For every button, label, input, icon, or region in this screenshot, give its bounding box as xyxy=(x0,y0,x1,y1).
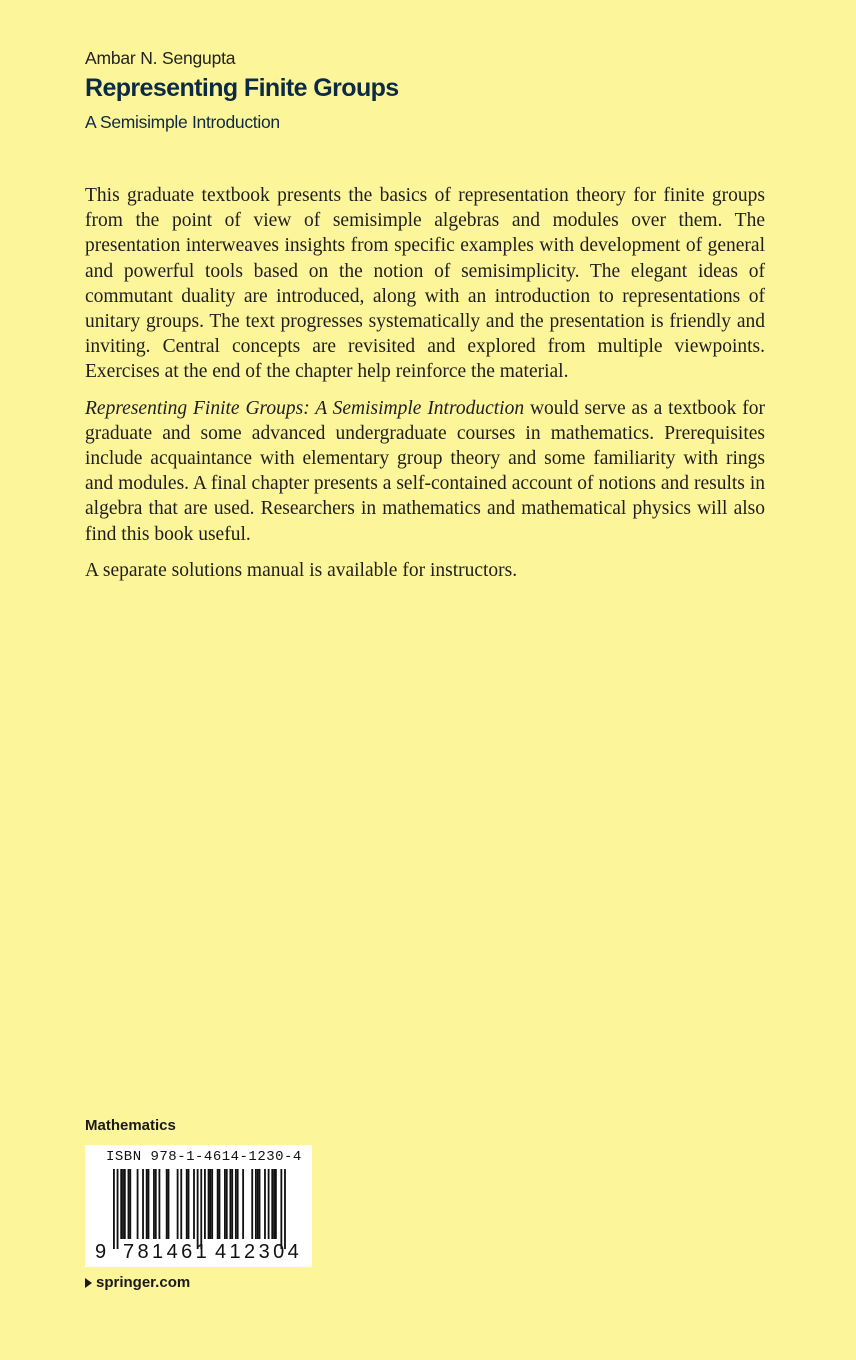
barcode-bar xyxy=(259,1169,261,1239)
publisher-website-label: springer.com xyxy=(96,1274,191,1291)
barcode-bar xyxy=(217,1169,219,1239)
barcode-bar xyxy=(168,1169,170,1239)
barcode-bar xyxy=(166,1169,168,1239)
author-name: Ambar N. Sengupta xyxy=(85,48,236,68)
barcode-bar xyxy=(231,1169,233,1239)
barcode-bar xyxy=(204,1169,206,1239)
barcode-bar xyxy=(268,1169,270,1239)
barcode-bar xyxy=(264,1169,266,1239)
barcode-bar xyxy=(219,1169,221,1239)
publisher-website[interactable] xyxy=(85,1274,190,1291)
barcode-bar xyxy=(251,1169,253,1239)
barcode-bar xyxy=(237,1169,239,1239)
ean-left-group: 781461 xyxy=(123,1241,211,1263)
barcode-bar xyxy=(142,1169,144,1239)
barcode-bar xyxy=(229,1169,231,1239)
barcode-bar xyxy=(224,1169,226,1239)
barcode-bar xyxy=(273,1169,275,1239)
barcode-bar xyxy=(235,1169,237,1239)
ean-digits xyxy=(85,1241,312,1265)
barcode-bar xyxy=(113,1169,115,1249)
barcode-bar xyxy=(257,1169,259,1239)
description-paragraph-3: A separate solutions manual is available for instructors. xyxy=(85,559,518,581)
barcode-bar xyxy=(197,1169,199,1249)
barcode-bar xyxy=(153,1169,155,1239)
barcode-bar xyxy=(242,1169,244,1239)
isbn-barcode xyxy=(85,1145,312,1267)
barcode-bar xyxy=(148,1169,150,1239)
barcode-bar xyxy=(188,1169,190,1239)
book-title: Representing Finite Groups xyxy=(85,74,399,102)
ean-first-digit: 9 xyxy=(95,1241,107,1263)
barcode-bar xyxy=(128,1169,130,1239)
barcode-bar xyxy=(226,1169,228,1239)
barcode-bar xyxy=(159,1169,161,1239)
description-paragraph-1: This graduate textbook presents the basics of representation theory for finite groups from the point of view of semisimple algebras and modules over them. The presentation interweaves insights from specific examples with development of general and powerful tools based on the notion of semisimplicity. The elegant ideas of commutant duality are introduced, along with an introduction to representations of unitary groups. The text progresses systematically and the presentation is friendly and inviting. Central concepts are revisited and explored from multiple viewpoints. Exercises at the end of the chapter help reinforce the material. xyxy=(85,185,765,383)
barcode-bar xyxy=(180,1169,182,1239)
barcode-bar xyxy=(124,1169,126,1239)
arrow-right-icon xyxy=(85,1278,92,1288)
isbn-label: ISBN 978-1-4614-1230-4 xyxy=(106,1149,302,1165)
book-title-italic: Representing Finite Groups: A Semisimple Introduction xyxy=(85,397,525,419)
barcode-bar xyxy=(129,1169,131,1239)
barcode-bar xyxy=(193,1169,195,1239)
barcode-bar xyxy=(208,1169,210,1239)
barcode-bar xyxy=(284,1169,286,1249)
subject-category: Mathematics xyxy=(85,1117,176,1134)
ean-right-group: 412304 xyxy=(215,1241,303,1263)
barcode-bar xyxy=(117,1169,119,1249)
book-description xyxy=(85,183,765,594)
barcode-bar xyxy=(275,1169,277,1239)
barcode-bar xyxy=(146,1169,148,1239)
barcode-bar xyxy=(137,1169,139,1239)
barcode-bar xyxy=(200,1169,202,1249)
description-paragraph-2 xyxy=(85,396,765,547)
barcode-bar xyxy=(209,1169,211,1239)
barcode-bar xyxy=(271,1169,273,1239)
book-subtitle: A Semisimple Introduction xyxy=(85,112,280,132)
barcode-bar xyxy=(280,1169,282,1249)
barcode-bar xyxy=(177,1169,179,1239)
barcode-bar xyxy=(122,1169,124,1239)
description-paragraph-2-text: would serve as a textbook for graduate and some advanced undergraduate courses in mathematics. Prerequisites include acquaintance with elementary group theory and some familiarity with rings and modules. A final chapter presents a self-contained account of notions and results in algebra that are used. Researchers in mathematics and mathematical physics will also find this book useful. xyxy=(85,397,765,545)
barcode-bar xyxy=(255,1169,257,1239)
barcode-bar xyxy=(211,1169,213,1239)
barcode-bar xyxy=(186,1169,188,1239)
barcode-bar xyxy=(120,1169,122,1239)
barcode-bar xyxy=(155,1169,157,1239)
